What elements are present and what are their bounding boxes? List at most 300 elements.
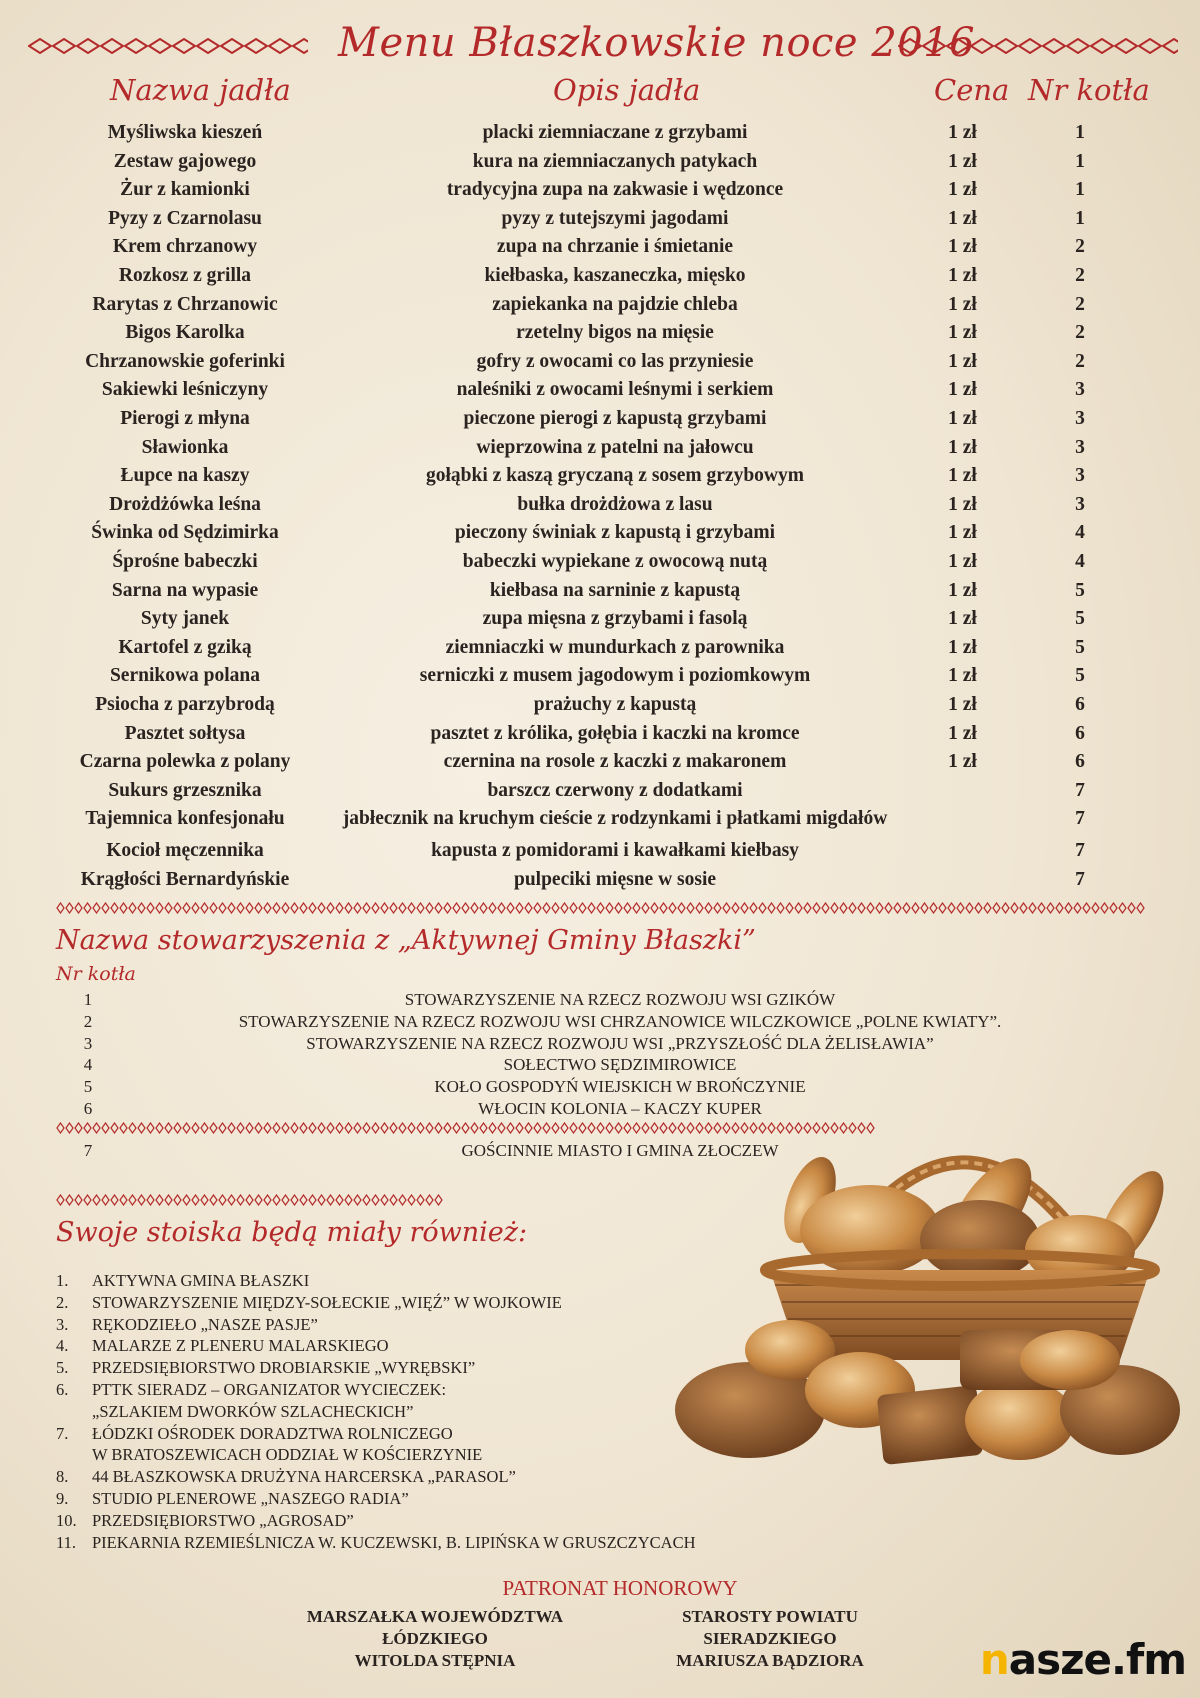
dish-description: tradycyjna zupa na zakwasie i wędzonce — [446, 179, 784, 201]
dish-description: czernina na rosole z kaczki z makaronem — [443, 751, 787, 773]
diamond-ornament — [221, 39, 243, 53]
diamond-ornament — [597, 903, 604, 913]
stall-name: „SZLAKIEM DWORKÓW SZLACHECKICH” — [92, 1401, 414, 1421]
association-name: STOWARZYSZENIE NA RZECZ ROZWOJU WSI „PRZYSZŁOŚĆ DLA ŻELISŁAWIA” — [306, 1033, 934, 1053]
diamond-ornament — [264, 903, 271, 913]
dish-price: 1 zł — [948, 579, 977, 601]
menu-row — [0, 721, 1200, 747]
diamond-border-left — [28, 38, 308, 54]
diamond-ornament — [246, 903, 253, 913]
stall-number: 10. — [56, 1510, 77, 1530]
column-header-pot: Nr kotła — [1028, 73, 1150, 107]
diamond-ornament — [1038, 903, 1045, 913]
column-header-price: Cena — [934, 73, 1010, 107]
diamond-ornament — [1139, 39, 1161, 53]
menu-row — [0, 377, 1200, 403]
diamond-ornament — [57, 1123, 64, 1133]
dish-description: gołąbki z kaszą gryczaną z sosem grzybowym — [425, 465, 805, 487]
stall-name: STOWARZYSZENIE MIĘDZY-SOŁECKIE „WIĘŹ” W WOJKOWIE — [92, 1292, 562, 1312]
diamond-ornament — [111, 1123, 118, 1133]
diamond-ornament — [75, 903, 82, 913]
diamond-ornament — [444, 903, 451, 913]
diamond-ornament — [93, 903, 100, 913]
diamond-ornament — [318, 1195, 325, 1205]
diamond-ornament — [192, 903, 199, 913]
pot-number: 7 — [1075, 840, 1085, 861]
menu-row — [0, 149, 1200, 175]
diamond-ornament — [381, 1195, 388, 1205]
diamond-ornament — [165, 903, 172, 913]
logo-letter: n — [979, 1635, 1009, 1684]
menu-row — [0, 206, 1200, 232]
diamond-ornament — [399, 1195, 406, 1205]
diamond-border-right — [898, 38, 1178, 54]
diamond-ornament — [183, 1195, 190, 1205]
menu-row — [0, 778, 1200, 804]
diamond-ornament — [75, 1123, 82, 1133]
diamond-ornament — [588, 903, 595, 913]
associations-title: Nazwa stowarzyszenia z „Aktywnej Gminy Błaszki” — [56, 925, 756, 956]
dish-price: 1 zł — [948, 465, 977, 487]
diamond-ornament — [669, 903, 676, 913]
dish-description: kura na ziemniaczanych patykach — [472, 150, 758, 172]
diamond-ornament — [129, 1195, 136, 1205]
dish-name: Sernikowa polana — [109, 665, 261, 687]
diamond-ornament — [543, 1123, 550, 1133]
diamond-ornament — [714, 903, 721, 913]
diamond-ornament — [957, 903, 964, 913]
diamond-ornament — [498, 903, 505, 913]
diamond-ornament — [813, 903, 820, 913]
diamond-ornament — [633, 1123, 640, 1133]
diamond-ornament — [426, 1195, 433, 1205]
dish-description: prażuchy z kapustą — [533, 694, 697, 715]
diamond-ornament — [174, 1123, 181, 1133]
dish-price: 1 zł — [948, 751, 977, 773]
patronage-title: PATRONAT HONOROWY — [502, 1576, 738, 1600]
diamond-ornament — [705, 903, 712, 913]
diamond-ornament — [101, 39, 123, 53]
diamond-ornament — [633, 903, 640, 913]
diamond-ornament — [228, 1123, 235, 1133]
diamond-ornament — [1002, 903, 1009, 913]
pot-number: 3 — [83, 1033, 93, 1053]
dish-name: Śprośne babeczki — [112, 551, 258, 572]
diamond-ornament — [822, 903, 829, 913]
dish-price: 1 zł — [948, 522, 977, 544]
menu-row — [0, 806, 1200, 832]
diamond-ornament — [318, 903, 325, 913]
dish-description: pyzy z tutejszymi jagodami — [501, 207, 729, 229]
diamond-ornament — [480, 1123, 487, 1133]
diamond-ornament — [245, 39, 267, 53]
diamond-ornament — [426, 903, 433, 913]
dish-description: wieprzowina z patelni na jałowcu — [476, 436, 754, 458]
diamond-ornament — [534, 903, 541, 913]
pot-number: 1 — [83, 990, 93, 1009]
menu-row — [0, 435, 1200, 461]
dish-description: babeczki wypiekane z owocową nutą — [462, 551, 768, 572]
pot-number: 3 — [1075, 408, 1085, 429]
diamond-ornament — [201, 903, 208, 913]
diamond-ornament — [1043, 39, 1065, 53]
menu-row — [0, 578, 1200, 604]
diamond-ornament — [219, 903, 226, 913]
patron-line: MARIUSZA BĄDZIORA — [676, 1651, 864, 1670]
stall-number: 6. — [56, 1380, 69, 1399]
stall-item — [56, 1488, 856, 1510]
stall-item — [56, 1532, 856, 1554]
diamond-ornament — [984, 903, 991, 913]
diamond-ornament — [210, 1195, 217, 1205]
pot-number: 7 — [83, 1141, 93, 1160]
diamond-ornament — [381, 1123, 388, 1133]
diamond-ornament — [165, 1195, 172, 1205]
diamond-ornament — [885, 903, 892, 913]
diamond-ornament — [255, 903, 262, 913]
diamond-ornament — [345, 903, 352, 913]
dish-price: 1 zł — [948, 265, 977, 286]
pot-number: 7 — [1075, 808, 1085, 830]
diamond-ornament — [1128, 903, 1135, 913]
diamond-ornament — [489, 1123, 496, 1133]
diamond-ornament — [210, 1123, 217, 1133]
association-row — [0, 1033, 1200, 1055]
diamond-ornament — [84, 1195, 91, 1205]
association-name: STOWARZYSZENIE NA RZECZ ROZWOJU WSI GZIKÓW — [404, 990, 836, 1009]
dish-name: Żur z kamionki — [120, 179, 250, 201]
diamond-ornament — [966, 903, 973, 913]
dish-name: Sławionka — [141, 436, 229, 458]
dish-name: Pyzy z Czarnolasu — [108, 207, 262, 229]
diamond-ornament — [390, 1195, 397, 1205]
patron-line: WITOLDA STĘPNIA — [354, 1651, 516, 1670]
association-name: WŁOCIN KOLONIA – KACZY KUPER — [478, 1099, 762, 1118]
diamond-ornament — [417, 1195, 424, 1205]
patron-line: STAROSTY POWIATU — [682, 1607, 858, 1626]
diamond-ornament — [795, 903, 802, 913]
diamond-ornament — [183, 1123, 190, 1133]
stall-number: 1. — [56, 1271, 69, 1290]
menu-row — [0, 867, 1200, 893]
diamond-ornament — [498, 1123, 505, 1133]
diamond-ornament — [777, 903, 784, 913]
diamond-ornament — [408, 1123, 415, 1133]
dish-description: naleśniki z owocami leśnymi i serkiem — [456, 379, 774, 401]
diamond-ornament — [426, 1123, 433, 1133]
diamond-ornament — [786, 903, 793, 913]
dish-description: kapusta z pomidorami i kawałkami kiełbasy — [431, 840, 799, 861]
association-name: KOŁO GOSPODYŃ WIEJSKICH W BROŃCZYNIE — [434, 1077, 806, 1097]
diamond-ornament — [327, 1123, 334, 1133]
pot-number: 6 — [1075, 694, 1085, 715]
diamond-ornament — [300, 1195, 307, 1205]
dish-description: kiełbasa na sarninie z kapustą — [489, 579, 741, 601]
diamond-ornament — [129, 1123, 136, 1133]
menu-row — [0, 838, 1200, 864]
menu-row — [0, 120, 1200, 146]
diamond-ornament — [462, 903, 469, 913]
diamond-ornament — [66, 1123, 73, 1133]
diamond-ornament — [174, 903, 181, 913]
diamond-ornament — [948, 903, 955, 913]
association-row — [0, 989, 1200, 1011]
stall-number: 11. — [56, 1532, 77, 1552]
dish-description: jabłecznik na kruchym cieście z rodzynkami i płatkami migdałów — [342, 808, 888, 830]
diamond-ornament — [1115, 39, 1137, 53]
diamond-ornament — [111, 1195, 118, 1205]
diamond-ornament — [120, 903, 127, 913]
dish-name: Kocioł męczennika — [106, 840, 264, 861]
dish-price: 1 zł — [948, 122, 977, 143]
menu-row — [0, 177, 1200, 203]
diamond-ornament — [125, 39, 147, 53]
diamond-ornament — [624, 1123, 631, 1133]
diamond-ornament — [899, 39, 921, 53]
diamond-ornament — [507, 903, 514, 913]
diamond-ornament — [120, 1195, 127, 1205]
dish-name: Sarna na wypasie — [111, 579, 259, 601]
diamond-ornament — [660, 903, 667, 913]
pot-number: 3 — [1075, 465, 1085, 487]
divider-ornament — [56, 1194, 446, 1206]
pot-number: 6 — [1075, 751, 1085, 773]
menu-row — [0, 749, 1200, 775]
stall-name: STUDIO PLENEROWE „NASZEGO RADIA” — [92, 1489, 409, 1508]
nasze-fm-logo — [980, 1635, 1186, 1684]
dish-name: Tajemnica konfesjonału — [85, 808, 285, 830]
diamond-ornament — [971, 39, 993, 53]
diamond-ornament — [1065, 903, 1072, 913]
diamond-ornament — [741, 903, 748, 913]
dish-description: placki ziemniaczane z grzybami — [482, 122, 748, 143]
diamond-ornament — [642, 903, 649, 913]
menu-row — [0, 549, 1200, 575]
diamond-ornament — [1101, 903, 1108, 913]
diamond-ornament — [84, 1123, 91, 1133]
pot-number: 1 — [1075, 179, 1085, 201]
pot-number: 2 — [1075, 350, 1085, 372]
diamond-ornament — [453, 903, 460, 913]
diamond-ornament — [363, 1195, 370, 1205]
menu-row — [0, 349, 1200, 375]
dish-price: 1 zł — [948, 408, 977, 429]
dish-name: Pasztet sołtysa — [124, 722, 246, 744]
diamond-ornament — [525, 1123, 532, 1133]
diamond-ornament — [282, 903, 289, 913]
diamond-ornament — [372, 903, 379, 913]
diamond-ornament — [111, 903, 118, 913]
dish-name: Bigos Karolka — [125, 322, 245, 344]
stall-name: PIEKARNIA RZEMIEŚLNICZA W. KUCZEWSKI, B. LIPIŃSKA W GRUSZCZYCACH — [92, 1532, 696, 1552]
diamond-ornament — [1119, 903, 1126, 913]
diamond-ornament — [282, 1195, 289, 1205]
pot-number: 2 — [1075, 236, 1085, 258]
menu-row — [0, 663, 1200, 689]
diamond-ornament — [390, 1123, 397, 1133]
diamond-ornament — [66, 1195, 73, 1205]
dish-name: Krągłości Bernardyńskie — [80, 868, 290, 890]
dish-price: 1 zł — [948, 379, 977, 401]
diamond-ornament — [327, 1195, 334, 1205]
page-title: Menu Błaszkowskie noce 2016 — [338, 20, 976, 66]
diamond-ornament — [228, 1195, 235, 1205]
patron-line: SIERADZKIEGO — [703, 1629, 837, 1648]
diamond-ornament — [903, 903, 910, 913]
diamond-ornament — [696, 903, 703, 913]
pot-number: 7 — [1075, 779, 1085, 801]
stall-name: 44 BŁASZKOWSKA DRUŻYNA HARCERSKA „PARASOL” — [92, 1467, 516, 1487]
pot-number: 1 — [1075, 122, 1085, 143]
patron-line: ŁÓDZKIEGO — [382, 1629, 488, 1648]
diamond-ornament — [255, 1123, 262, 1133]
pot-number: 5 — [83, 1077, 93, 1097]
dish-price: 1 zł — [948, 551, 977, 572]
menu-row — [0, 292, 1200, 318]
pot-number: 1 — [1075, 207, 1085, 229]
pot-number: 4 — [83, 1055, 93, 1075]
pot-number: 2 — [1075, 322, 1085, 344]
diamond-ornament — [840, 903, 847, 913]
dish-price: 1 zł — [948, 436, 977, 458]
diamond-ornament — [435, 1123, 442, 1133]
stall-name: ŁÓDZKI OŚRODEK DORADZTWA ROLNICZEGO — [92, 1423, 453, 1443]
diamond-ornament — [912, 903, 919, 913]
pot-number: 2 — [1075, 265, 1085, 286]
pot-number: 2 — [1075, 293, 1085, 315]
dish-description: ziemniaczki w mundurkach z parownika — [445, 636, 785, 658]
pot-number: 5 — [1075, 608, 1085, 630]
diamond-ornament — [606, 1123, 613, 1133]
diamond-ornament — [516, 903, 523, 913]
diamond-ornament — [1019, 39, 1041, 53]
diamond-ornament — [624, 903, 631, 913]
dish-description: pieczony świniak z kapustą i grzybami — [454, 522, 776, 544]
diamond-ornament — [606, 903, 613, 913]
diamond-ornament — [273, 1195, 280, 1205]
diamond-ornament — [597, 1123, 604, 1133]
dish-name: Sukurs grzesznika — [108, 779, 262, 801]
diamond-ornament — [1056, 903, 1063, 913]
diamond-ornament — [570, 1123, 577, 1133]
dish-description: pulpeciki mięsne w sosie — [513, 868, 717, 890]
stall-name: PTTK SIERADZ – ORGANIZATOR WYCIECZEK: — [92, 1380, 447, 1399]
diamond-ornament — [894, 903, 901, 913]
diamond-ornament — [831, 903, 838, 913]
diamond-ornament — [93, 1195, 100, 1205]
diamond-ornament — [579, 1123, 586, 1133]
diamond-ornament — [219, 1123, 226, 1133]
diamond-ornament — [237, 1195, 244, 1205]
diamond-ornament — [579, 903, 586, 913]
diamond-ornament — [462, 1123, 469, 1133]
diamond-ornament — [138, 1195, 145, 1205]
diamond-ornament — [471, 903, 478, 913]
dish-price: 1 zł — [948, 179, 977, 201]
dish-name: Rozkosz z grilla — [118, 265, 252, 286]
stall-name: PRZEDSIĘBIORSTWO „AGROSAD” — [92, 1510, 354, 1530]
diamond-ornament — [1020, 903, 1027, 913]
diamond-ornament — [309, 1195, 316, 1205]
diamond-ornament — [995, 39, 1017, 53]
diamond-ornament — [318, 1123, 325, 1133]
diamond-ornament — [293, 39, 308, 53]
diamond-ornament — [921, 903, 928, 913]
pot-number: 3 — [1075, 379, 1085, 401]
diamond-ornament — [102, 1123, 109, 1133]
column-header-name: Nazwa jadła — [110, 73, 291, 107]
diamond-ornament — [1163, 39, 1178, 53]
diamond-ornament — [300, 903, 307, 913]
dish-name: Świnka od Sędzimirka — [91, 522, 279, 544]
diamond-ornament — [1067, 39, 1089, 53]
diamond-ornament — [237, 1123, 244, 1133]
menu-row — [0, 320, 1200, 346]
diamond-ornament — [269, 39, 291, 53]
diamond-ornament — [291, 1195, 298, 1205]
dish-price: 1 zł — [948, 722, 977, 744]
diamond-ornament — [147, 1195, 154, 1205]
diamond-ornament — [759, 903, 766, 913]
diamond-ornament — [147, 1123, 154, 1133]
association-name: STOWARZYSZENIE NA RZECZ ROZWOJU WSI CHRZANOWICE WILCZKOWICE „POLNE KWIATY”. — [238, 1011, 1002, 1031]
diamond-ornament — [732, 903, 739, 913]
stall-number: 7. — [56, 1423, 69, 1443]
diamond-ornament — [354, 1123, 361, 1133]
dish-name: Syty janek — [140, 608, 230, 630]
diamond-ornament — [156, 1123, 163, 1133]
diamond-ornament — [561, 903, 568, 913]
diamond-ornament — [534, 1123, 541, 1133]
menu-row — [0, 263, 1200, 289]
dish-price: 1 zł — [948, 493, 977, 515]
dish-name: Drożdżówka leśna — [109, 493, 261, 515]
diamond-ornament — [651, 1123, 658, 1133]
menu-row — [0, 234, 1200, 260]
diamond-ornament — [201, 1195, 208, 1205]
diamond-ornament — [750, 903, 757, 913]
diamond-ornament — [192, 1123, 199, 1133]
pot-number: 4 — [1075, 551, 1085, 572]
diamond-ornament — [273, 1123, 280, 1133]
dish-price: 1 zł — [948, 150, 977, 172]
diamond-ornament — [408, 903, 415, 913]
dish-description: gofry z owocami co las przyniesie — [476, 350, 754, 372]
pot-number: 3 — [1075, 493, 1085, 515]
diamond-ornament — [849, 903, 856, 913]
dish-name: Chrzanowskie goferinki — [85, 350, 285, 372]
diamond-ornament — [102, 903, 109, 913]
dish-price: 1 zł — [948, 350, 977, 372]
pot-number: 4 — [1075, 522, 1085, 544]
stall-name: MALARZE Z PLENERU MALARSKIEGO — [92, 1336, 389, 1356]
association-name: GOŚCINNIE MIASTO I GMINA ZŁOCZEW — [461, 1141, 779, 1160]
diamond-ornament — [210, 903, 217, 913]
menu-row — [0, 606, 1200, 632]
diamond-ornament — [336, 1123, 343, 1133]
diamond-ornament — [939, 903, 946, 913]
pot-number: 2 — [83, 1011, 93, 1031]
dish-description: kiełbaska, kaszaneczka, mięsko — [484, 265, 746, 286]
dish-price: 1 zł — [948, 207, 977, 229]
diamond-ornament — [197, 39, 219, 53]
diamond-ornament — [309, 903, 316, 913]
diamond-ornament — [201, 1123, 208, 1133]
divider-ornament — [56, 902, 1146, 914]
diamond-ornament — [282, 1123, 289, 1133]
diamond-ornament — [173, 39, 195, 53]
diamond-ornament — [975, 903, 982, 913]
